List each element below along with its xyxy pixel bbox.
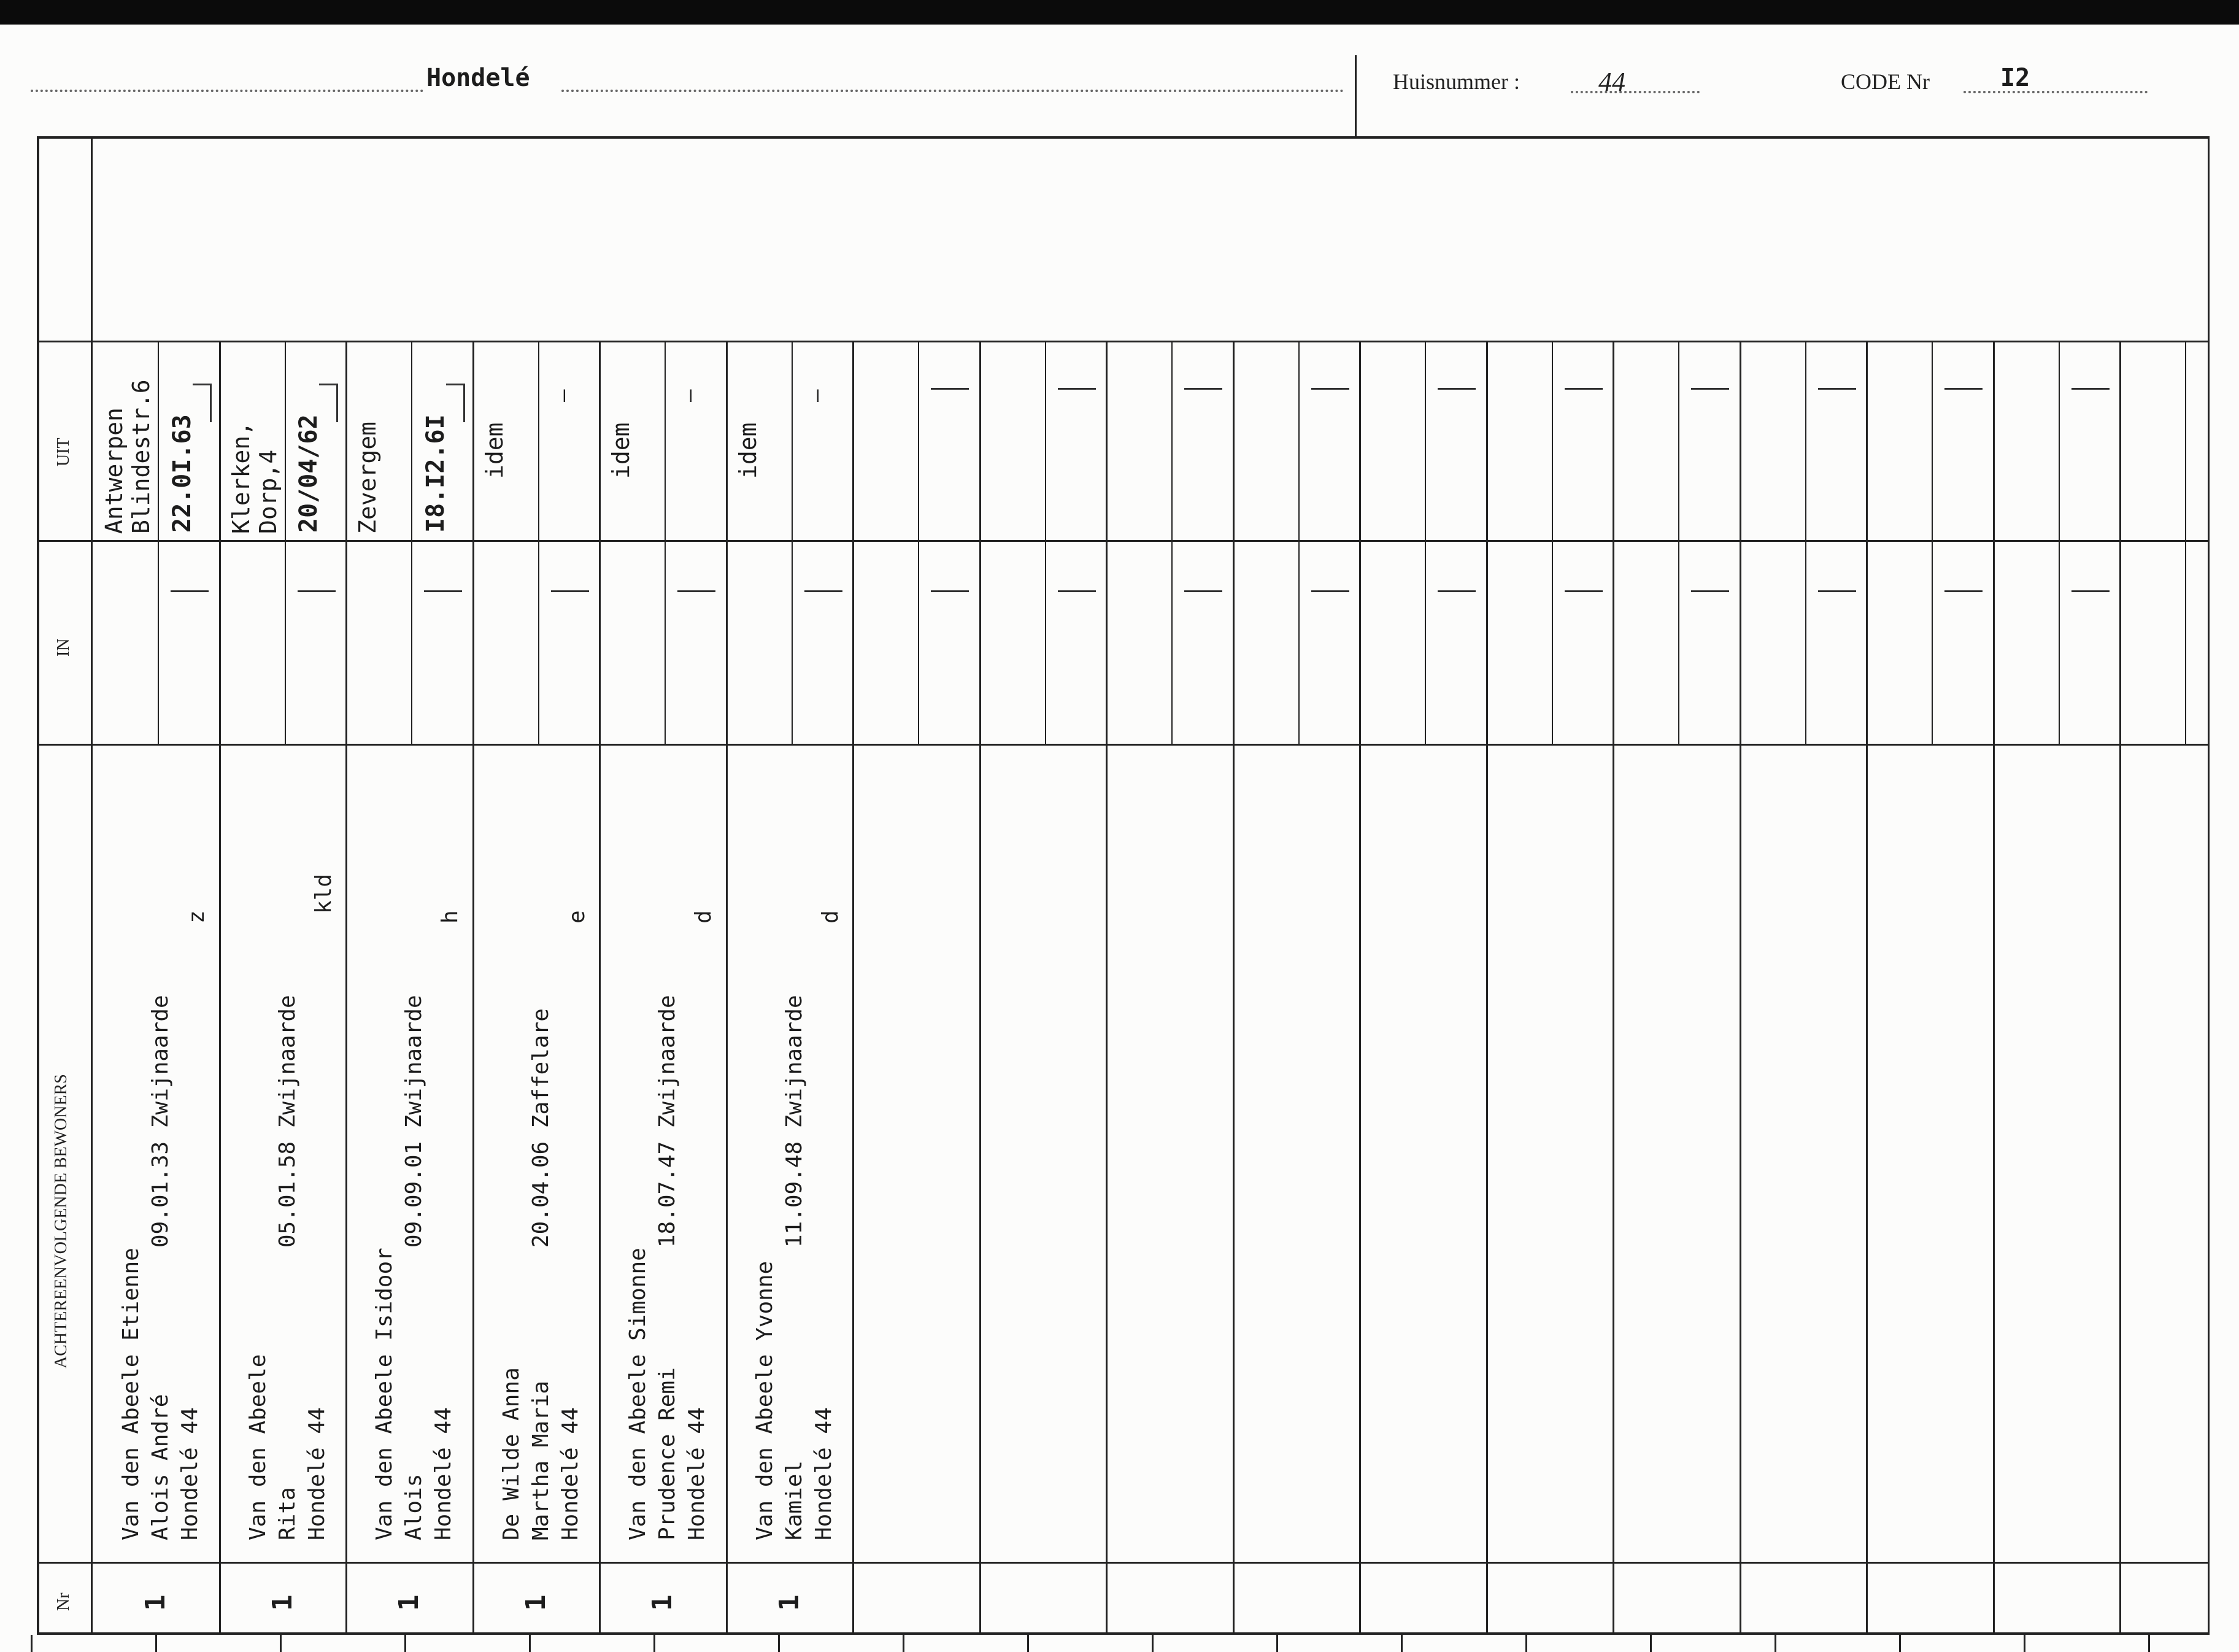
empty-dash [1691, 388, 1729, 390]
in-subdivider [1678, 542, 1679, 744]
resident-entry [117, 995, 205, 1540]
edge-tick [1650, 1635, 1652, 1652]
resident-name: Van den Abeele Isidoor [372, 1248, 397, 1540]
in-subdivider [1171, 542, 1173, 744]
column-divider [852, 341, 854, 1634]
column-label-in: IN [54, 638, 73, 657]
header-divider [1355, 55, 1357, 138]
resident-address: Hondelé 44 [304, 1407, 329, 1540]
resident-code: h [437, 910, 463, 924]
uit-subdivider [411, 342, 412, 540]
uit-place: idem [480, 422, 508, 479]
edge-tick [653, 1635, 655, 1652]
in-subdivider [285, 542, 286, 744]
resident-address: Hondelé 44 [811, 1407, 836, 1540]
in-bewoners-rule [37, 744, 2209, 746]
resident-entry [750, 995, 839, 1540]
in-subdivider [2059, 542, 2060, 744]
uit-subdivider [158, 342, 159, 540]
resident-code: z [184, 910, 209, 924]
edge-tick [404, 1635, 406, 1652]
resident-name: De Wilde Anna [498, 1367, 524, 1540]
in-subdivider [1552, 542, 1553, 744]
uit-subdivider [1932, 342, 1933, 540]
street-name: Hondelé [426, 64, 530, 92]
column-divider [1106, 341, 1108, 1634]
column-divider [1740, 341, 1741, 1634]
uit-subdivider [1678, 342, 1679, 540]
empty-dash [1565, 388, 1603, 390]
in-subdivider [411, 542, 412, 744]
uit-place: Antwerpen Blindestr.6 [101, 379, 155, 534]
uit-in-rule [37, 540, 2209, 542]
resident-address: Hondelé 44 [557, 1407, 583, 1540]
uit-subdivider [1045, 342, 1046, 540]
uit-date: I8.I2.6I [421, 414, 450, 533]
edge-tick [903, 1635, 904, 1652]
uit-subdivider [1171, 342, 1173, 540]
table-top-border [37, 136, 2209, 139]
empty-dash [1818, 388, 1856, 390]
street-dotted-line-left [31, 90, 423, 92]
date-stamp-box [193, 384, 212, 422]
empty-dash [1058, 388, 1096, 390]
resident-name: Van den Abeele [245, 1354, 271, 1540]
column-label-uit: UIT [54, 438, 73, 466]
resident-entry [497, 1008, 585, 1540]
uit-subdivider [1425, 342, 1426, 540]
resident-birth-line: Alois 09.09.01 Zwijnaarde [401, 995, 426, 1540]
in-subdivider [1425, 542, 1426, 744]
resident-birth-line: Kamiel 11.09.48 Zwijnaarde [781, 995, 807, 1540]
resident-address: Hondelé 44 [431, 1407, 456, 1540]
in-subdivider [1932, 542, 1933, 744]
date-stamp-box [319, 384, 338, 422]
resident-nr: 1 [520, 1594, 552, 1611]
column-divider [1613, 341, 1614, 1634]
street-dotted-line-right [561, 90, 1344, 92]
in-subdivider [2185, 542, 2186, 744]
edge-tick [1899, 1635, 1901, 1652]
resident-nr: 1 [266, 1594, 298, 1611]
huisnummer-value: 44 [1598, 67, 1625, 97]
in-subdivider [1298, 542, 1300, 744]
empty-dash [931, 590, 969, 592]
edge-tick [1152, 1635, 1154, 1652]
resident-nr: 1 [647, 1594, 678, 1611]
date-stamp-box [446, 384, 465, 422]
table-bottom-border [37, 1632, 2209, 1635]
column-divider [1993, 341, 1995, 1634]
in-mark [424, 590, 462, 592]
edge-tick [280, 1635, 282, 1652]
uit-place: Klerken, Dorp,4 [227, 421, 282, 534]
edge-tick [1775, 1635, 1776, 1652]
column-divider [1486, 341, 1488, 1634]
resident-code: e [564, 910, 590, 924]
column-divider [472, 341, 474, 1634]
in-subdivider [1805, 542, 1806, 744]
uit-date: — [677, 389, 703, 402]
in-subdivider [538, 542, 539, 744]
edge-tick [31, 1635, 33, 1652]
resident-name: Van den Abeele Simonne [625, 1248, 650, 1540]
empty-dash [1058, 590, 1096, 592]
edge-tick [529, 1635, 531, 1652]
column-divider [979, 341, 981, 1634]
code-label: CODE Nr [1841, 69, 1930, 94]
empty-dash [2071, 388, 2110, 390]
table-right-border [2208, 136, 2210, 1635]
resident-entry [370, 995, 458, 1540]
in-subdivider [918, 542, 919, 744]
resident-code: d [691, 910, 716, 924]
uit-subdivider [792, 342, 793, 540]
uit-date: — [550, 389, 576, 402]
uit-date: — [804, 389, 829, 402]
in-subdivider [1045, 542, 1046, 744]
empty-dash [1438, 590, 1476, 592]
scan-top-edge [0, 0, 2239, 25]
uit-subdivider [918, 342, 919, 540]
code-dotted-line [1963, 91, 2148, 93]
uit-subdivider [665, 342, 666, 540]
resident-nr: 1 [393, 1594, 425, 1611]
edge-tick [2024, 1635, 2025, 1652]
empty-dash [1184, 590, 1222, 592]
in-mark [171, 590, 209, 592]
resident-name: Van den Abeele Etienne [118, 1248, 144, 1540]
empty-dash [1944, 388, 1983, 390]
uit-subdivider [1552, 342, 1553, 540]
uit-subdivider [285, 342, 286, 540]
in-mark [677, 590, 715, 592]
uit-subdivider [2185, 342, 2186, 540]
in-subdivider [665, 542, 666, 744]
bewoners-nr-rule [37, 1562, 2209, 1564]
empty-dash [1311, 590, 1349, 592]
uit-subdivider [1805, 342, 1806, 540]
label-column-border [91, 136, 93, 1635]
column-divider [219, 341, 221, 1634]
resident-entry [244, 995, 332, 1540]
empty-dash [1565, 590, 1603, 592]
column-label-nr: Nr [54, 1592, 73, 1611]
edge-tick [1276, 1635, 1278, 1652]
resident-name: Van den Abeele Yvonne [752, 1260, 777, 1540]
column-divider [1233, 341, 1235, 1634]
in-subdivider [158, 542, 159, 744]
uit-place: idem [607, 422, 634, 479]
uit-subdivider [1298, 342, 1300, 540]
empty-dash [2071, 590, 2110, 592]
resident-address: Hondelé 44 [684, 1407, 709, 1540]
uit-date: 22.0I.63 [168, 414, 196, 533]
empty-dash [1311, 388, 1349, 390]
edge-tick [778, 1635, 780, 1652]
in-mark [804, 590, 842, 592]
uit-top-rule [37, 341, 2209, 342]
uit-place: Zevergem [354, 421, 381, 534]
edge-tick [1027, 1635, 1029, 1652]
table-left-border [37, 136, 39, 1635]
resident-address: Hondelé 44 [177, 1407, 202, 1540]
code-value: I2 [2000, 64, 2030, 92]
empty-dash [1438, 388, 1476, 390]
resident-code: kld [310, 873, 336, 914]
in-mark [551, 590, 589, 592]
resident-nr: 1 [140, 1594, 171, 1611]
column-divider [345, 341, 347, 1634]
huisnummer-label: Huisnummer : [1393, 69, 1520, 94]
uit-place: idem [734, 422, 761, 479]
edge-tick [155, 1635, 157, 1652]
column-divider [1359, 341, 1361, 1634]
resident-entry [623, 995, 712, 1540]
edge-tick [1401, 1635, 1403, 1652]
column-divider [1866, 341, 1868, 1634]
resident-birth-line: Rita 05.01.58 Zwijnaarde [274, 995, 300, 1540]
resident-code: d [817, 910, 843, 924]
resident-birth-line: Alois André 09.01.33 Zwijnaarde [148, 995, 173, 1540]
column-divider [2119, 341, 2121, 1634]
in-mark [298, 590, 336, 592]
in-subdivider [792, 542, 793, 744]
column-divider [599, 341, 601, 1634]
empty-dash [1691, 590, 1729, 592]
resident-birth-line: Prudence Remi 18.07.47 Zwijnaarde [655, 995, 680, 1540]
uit-date: 20/04/62 [295, 414, 323, 533]
empty-dash [1184, 388, 1222, 390]
resident-nr: 1 [773, 1594, 805, 1611]
edge-tick [1525, 1635, 1527, 1652]
column-label-bewoners: ACHTEREENVOLGENDE BEWONERS [52, 1074, 71, 1368]
empty-dash [1944, 590, 1983, 592]
empty-dash [1818, 590, 1856, 592]
uit-subdivider [2059, 342, 2060, 540]
edge-tick [2148, 1635, 2150, 1652]
resident-birth-line: Martha Maria 20.04.06 Zaffelare [528, 1008, 553, 1540]
column-divider [726, 341, 728, 1634]
uit-subdivider [538, 342, 539, 540]
empty-dash [931, 388, 969, 390]
huisnummer-dotted-line [1571, 91, 1700, 93]
